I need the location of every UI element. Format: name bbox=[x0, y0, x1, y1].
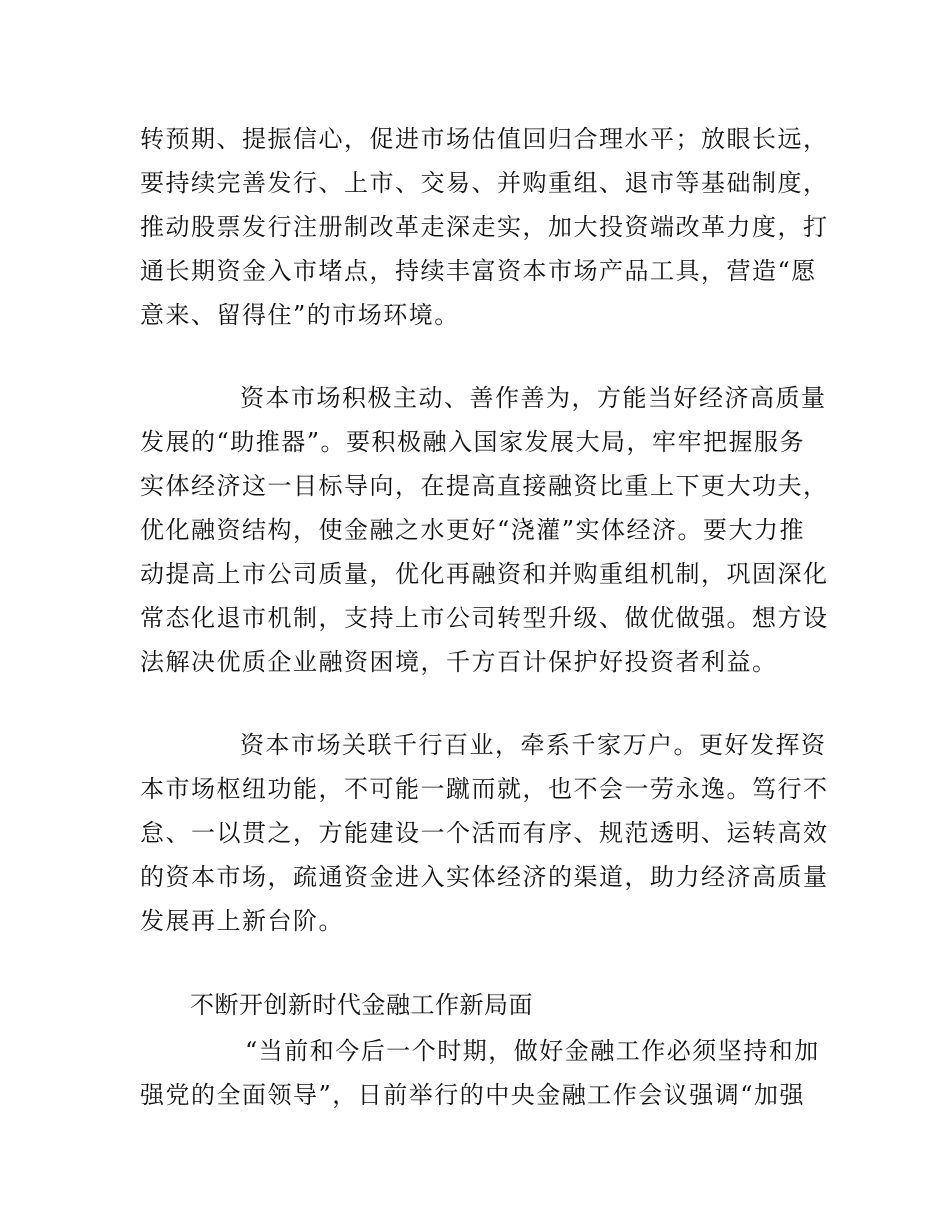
paragraph-2-line-7: 法解决优质企业融资困境，千方百计保护好投资者利益。 bbox=[140, 648, 778, 676]
paragraph-2-line-3: 实体经济这一目标导向，在提高直接融资比重上下更大功夫， bbox=[140, 472, 829, 500]
paragraph-4-line-1: “当前和今后一个时期，做好金融工作必须坚持和加 bbox=[245, 1037, 820, 1065]
paragraph-3-line-1: 资本市场关联千行百业，牵系千家万户。更好发挥资 bbox=[240, 731, 827, 759]
section-heading: 不断开创新时代金融工作新局面 bbox=[190, 991, 533, 1019]
paragraph-1-line-3: 推动股票发行注册制改革走深走实，加大投资端改革力度，打 bbox=[140, 213, 829, 241]
paragraph-1-line-4: 通长期资金入市堵点，持续丰富资本市场产品工具，营造“愿 bbox=[140, 257, 817, 285]
paragraph-2-line-2: 发展的“助推器”。要积极融入国家发展大局，牢牢把握服务 bbox=[140, 428, 806, 456]
paragraph-2-line-5: 动提高上市公司质量，优化再融资和并购重组机制，巩固深化 bbox=[140, 560, 829, 588]
paragraph-3-line-2: 本市场枢纽功能，不可能一蹴而就，也不会一劳永逸。笃行不 bbox=[140, 775, 829, 803]
paragraph-1-line-2: 要持续完善发行、上市、交易、并购重组、退市等基础制度， bbox=[140, 169, 829, 197]
paragraph-3-line-5: 发展再上新台阶。 bbox=[140, 907, 344, 935]
paragraph-3-line-3: 怠、一以贯之，方能建设一个活而有序、规范透明、运转高效 bbox=[140, 819, 829, 847]
paragraph-2-line-4: 优化融资结构，使金融之水更好“浇灌”实体经济。要大力推 bbox=[140, 516, 806, 544]
paragraph-2-line-1: 资本市场积极主动、善作善为，方能当好经济高质量 bbox=[240, 384, 827, 412]
paragraph-2-line-6: 常态化退市机制，支持上市公司转型升级、做优做强。想方设 bbox=[140, 604, 829, 632]
paragraph-1-line-1: 转预期、提振信心，促进市场估值回归合理水平；放眼长远， bbox=[140, 125, 829, 153]
paragraph-1-line-5: 意来、留得住”的市场环境。 bbox=[140, 301, 460, 329]
paragraph-3-line-4: 的资本市场，疏通资金进入实体经济的渠道，助力经济高质量 bbox=[140, 863, 829, 891]
paragraph-4-line-2: 强党的全面领导”，日前举行的中央金融工作会议强调“加强 bbox=[140, 1081, 806, 1109]
